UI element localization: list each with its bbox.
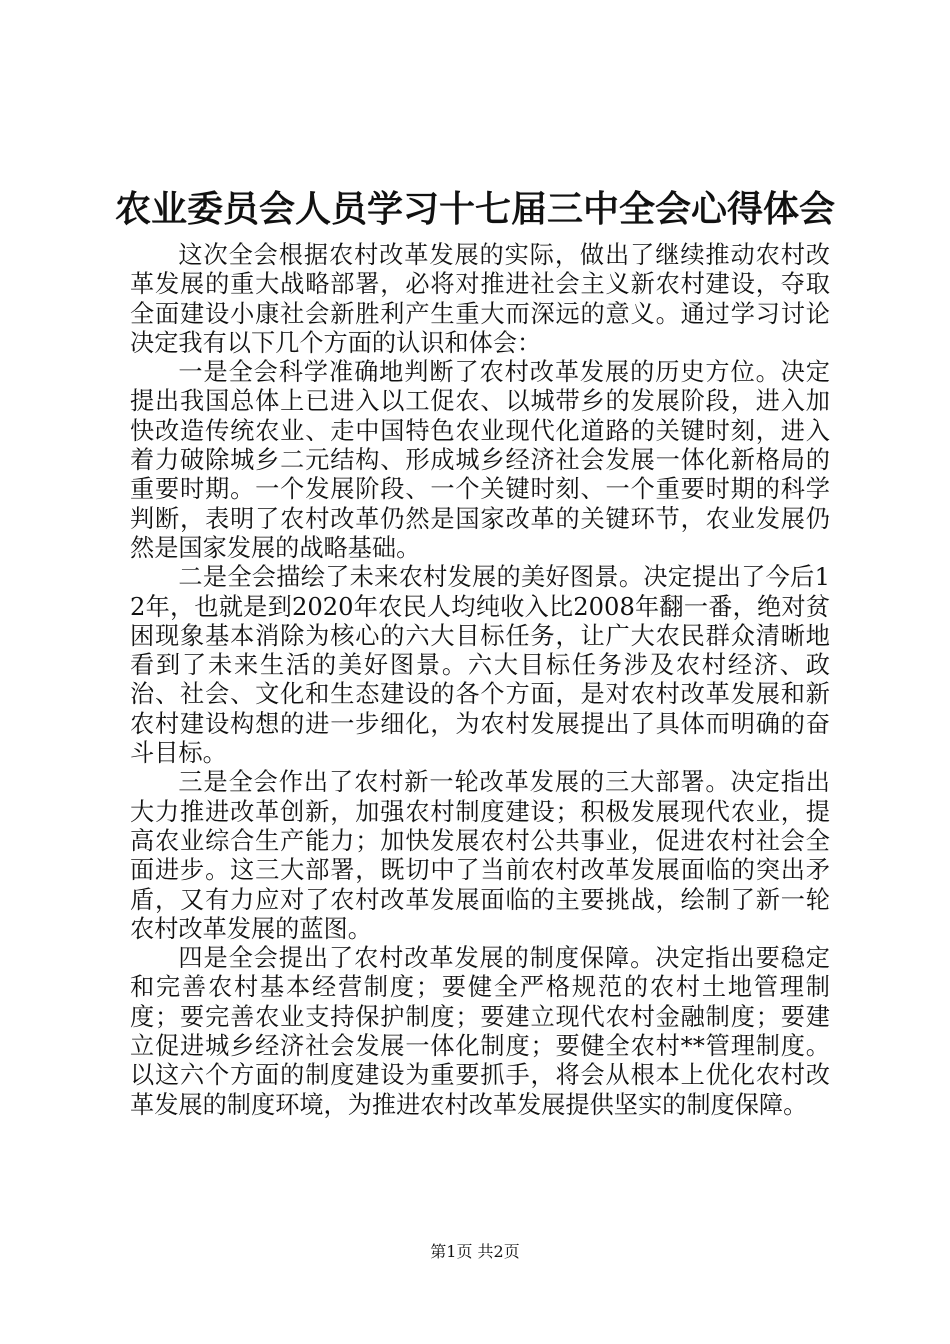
paragraph-point-one: 一是全会科学准确地判断了农村改革发展的历史方位。决定提出我国总体上已进入以工促农、以城带乡的发展阶段，进入加快改造传统农业、走中国特色农业现代化道路的关键时刻，进入着力破除城乡二元结构、形成城乡经济社会发展一体化新格局的重要时期。一个发展阶段、一个关键时刻、一个重要时期的科学判断，表明了农村改革仍然是国家改革的关键环节，农业发展仍然是国家发展的战略基础。 xyxy=(130,358,830,562)
paragraph-point-two: 二是全会描绘了未来农村发展的美好图景。决定提出了今后12年，也就是到2020年农民人均纯收入比2008年翻一番，绝对贫困现象基本消除为核心的六大目标任务，让广大农民群众清晰地看到了未来生活的美好图景。六大目标任务涉及农村经济、政治、社会、文化和生态建设的各个方面，是对农村改革发展和新农村建设构想的进一步细化，为农村发展提出了具体而明确的奋斗目标。 xyxy=(130,563,830,768)
paragraph-point-three: 三是全会作出了农村新一轮改革发展的三大部署。决定指出大力推进改革创新，加强农村制度建设；积极发展现代农业，提高农业综合生产能力；加快发展农村公共事业，促进农村社会全面进步。这三大部署，既切中了当前农村改革发展面临的突出矛盾，又有力应对了农村改革发展面临的主要挑战，绘制了新一轮农村改革发展的蓝图。 xyxy=(130,768,830,943)
document-title: 农业委员会人员学习十七届三中全会心得体会 xyxy=(114,188,835,230)
paragraph-intro: 这次全会根据农村改革发展的实际，做出了继续推动农村改革发展的重大战略部署，必将对推进社会主义新农村建设，夺取全面建设小康社会新胜利产生重大而深远的意义。通过学习讨论决定我有以下几个方面的认识和体会： xyxy=(130,241,830,357)
page-number-footer: 第1页 共2页 xyxy=(430,1242,520,1261)
paragraph-point-four: 四是全会提出了农村改革发展的制度保障。决定指出要稳定和完善农村基本经营制度；要健全严格规范的农村土地管理制度；要完善农业支持保护制度；要建立现代农村金融制度；要建立促进城乡经济社会发展一体化制度；要健全农村**管理制度。以这六个方面的制度建设为重要抓手，将会从根本上优化农村改革发展的制度环境，为推进农村改革发展提供坚实的制度保障。 xyxy=(130,944,830,1119)
document-body xyxy=(130,241,830,1120)
